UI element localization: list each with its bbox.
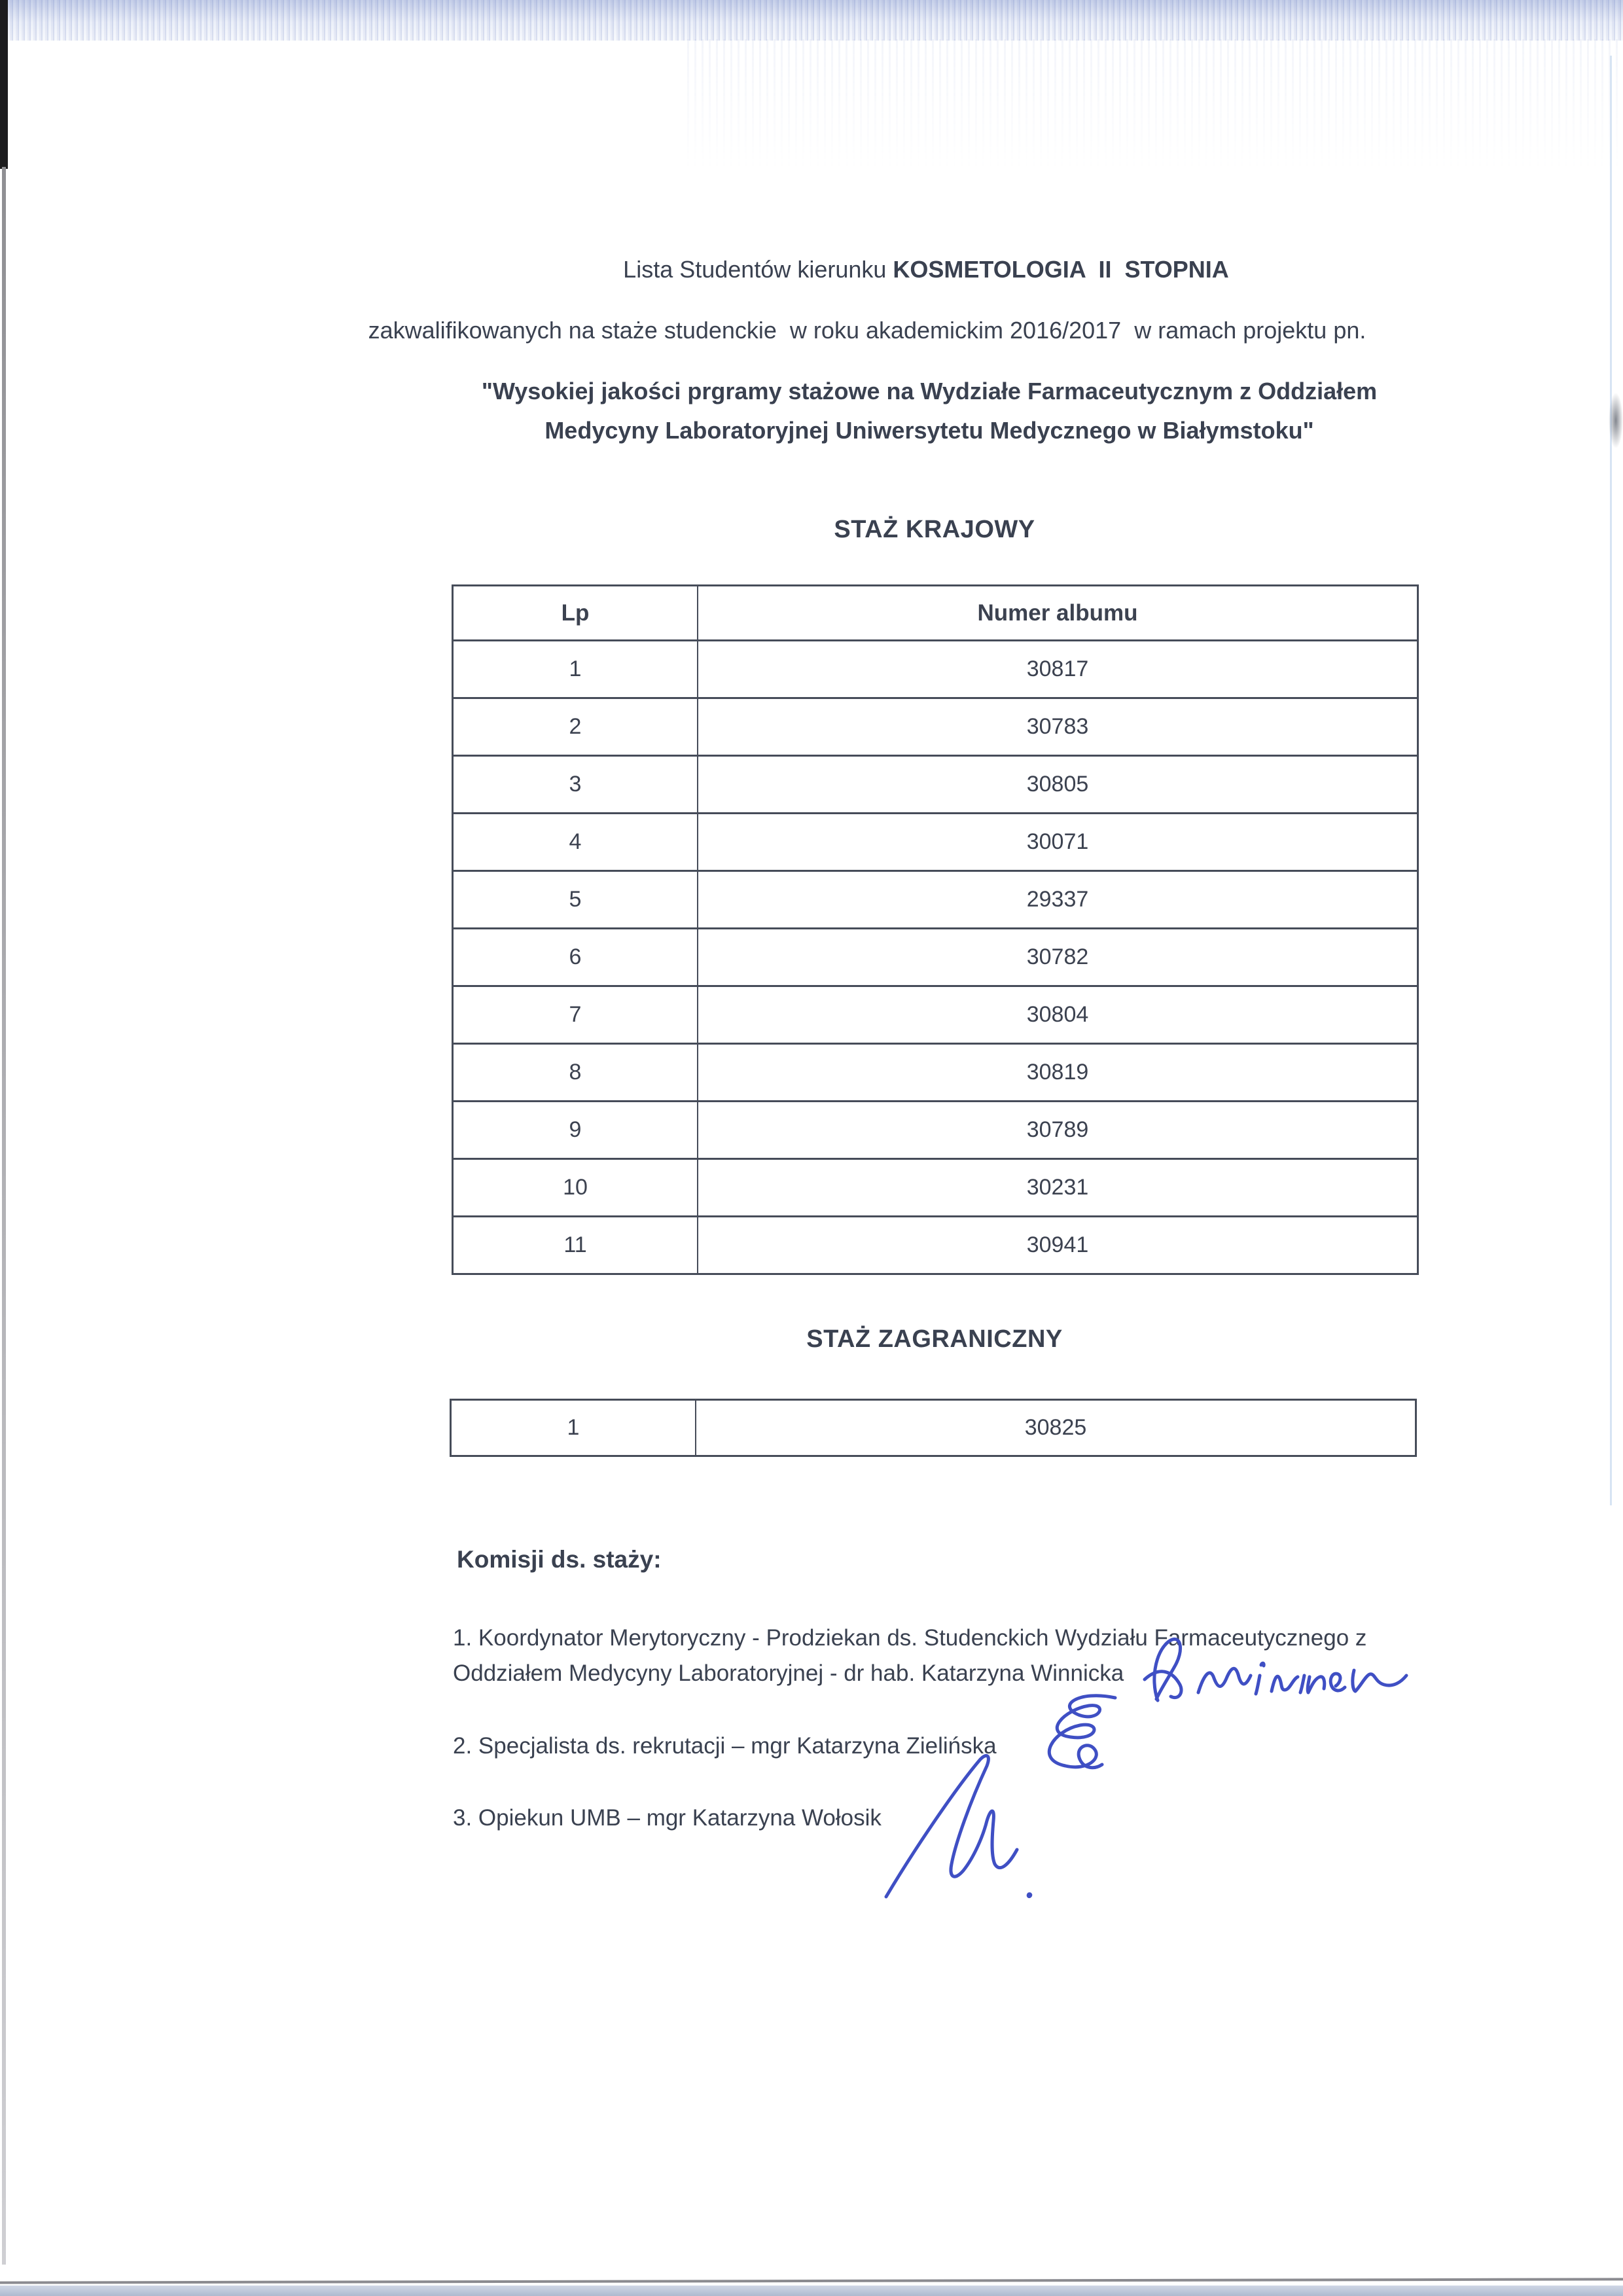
committee-heading: Komisji ds. staży: xyxy=(457,1546,662,1573)
committee-member-3: 3. Opiekun UMB – mgr Katarzyna Wołosik xyxy=(453,1805,882,1831)
table-row xyxy=(453,1102,1418,1159)
album-cell: 30782 xyxy=(698,929,1418,986)
table-row xyxy=(453,871,1418,929)
page-subtitle: zakwalifikowanych na staże studenckie w roku akademickim 2016/2017 w ramach projektu pn. xyxy=(368,317,1366,344)
winnicka-signature xyxy=(1135,1628,1410,1713)
project-title-line2: Medycyny Laboratoryjnej Uniwersytetu Medycznego w Białymstoku" xyxy=(544,417,1314,444)
table-row xyxy=(453,1044,1418,1102)
scan-artifact-bottom-strip xyxy=(0,2286,1623,2296)
table-row xyxy=(453,698,1418,756)
lp-cell: 7 xyxy=(453,986,698,1044)
project-title xyxy=(236,372,1623,450)
project-title-line1: "Wysokiej jakości prgramy stażowe na Wydziałe Farmaceutycznym z Oddziałem xyxy=(481,378,1378,404)
header-cell-lp: Lp xyxy=(453,586,698,641)
section-heading-domestic: STAŻ KRAJOWY xyxy=(834,516,1035,543)
album-cell: 29337 xyxy=(698,871,1418,929)
lp-cell: 4 xyxy=(453,814,698,871)
album-cell: 30804 xyxy=(698,986,1418,1044)
lp-cell: 11 xyxy=(453,1217,698,1274)
committee-member-1-line2: Oddziałem Medycyny Laboratoryjnej - dr hab. Katarzyna Winnicka xyxy=(453,1660,1124,1686)
page-title-program: KOSMETOLOGIA II STOPNIA xyxy=(893,256,1229,283)
album-cell: 30789 xyxy=(698,1102,1418,1159)
committee-member-2: 2. Specjalista ds. rekrutacji – mgr Katarzyna Zielińska xyxy=(453,1733,997,1759)
album-cell: 30231 xyxy=(698,1159,1418,1217)
scan-artifact-bottom-page-edge xyxy=(0,2278,1623,2284)
album-cell: 30819 xyxy=(698,1044,1418,1102)
table-row xyxy=(453,641,1418,698)
table-row xyxy=(453,1159,1418,1217)
scan-artifact-top-streaks xyxy=(687,39,1623,170)
album-cell: 30783 xyxy=(698,698,1418,756)
album-cell: 30941 xyxy=(698,1217,1418,1274)
section-heading-foreign: STAŻ ZAGRANICZNY xyxy=(806,1325,1063,1353)
lp-cell: 2 xyxy=(453,698,698,756)
table-row xyxy=(453,929,1418,986)
lp-cell: 3 xyxy=(453,756,698,814)
album-cell: 30071 xyxy=(698,814,1418,871)
lp-cell: 1 xyxy=(453,641,698,698)
page-title-prefix: Lista Studentów kierunku xyxy=(623,256,893,283)
scan-artifact-top-band xyxy=(0,0,1623,41)
lp-cell: 5 xyxy=(453,871,698,929)
table-row xyxy=(453,986,1418,1044)
lp-cell: 9 xyxy=(453,1102,698,1159)
album-cell: 30825 xyxy=(696,1400,1416,1456)
table-row xyxy=(451,1400,1416,1456)
table-row xyxy=(453,1217,1418,1274)
committee-member-1-line1: 1. Koordynator Merytoryczny - Prodziekan ds. Studenckich Wydziału Farmaceutycznego z xyxy=(453,1625,1367,1651)
lp-cell: 10 xyxy=(453,1159,698,1217)
lp-cell: 1 xyxy=(451,1400,696,1456)
table-header-row xyxy=(453,586,1418,641)
album-cell: 30805 xyxy=(698,756,1418,814)
page-title xyxy=(229,252,1623,287)
scan-artifact-left-gray-edge xyxy=(2,167,6,2265)
table-row xyxy=(453,814,1418,871)
foreign-roster-table xyxy=(450,1399,1417,1457)
album-cell: 30817 xyxy=(698,641,1418,698)
scan-artifact-left-black-edge xyxy=(0,0,8,169)
header-cell-album: Numer albumu xyxy=(698,586,1418,641)
lp-cell: 6 xyxy=(453,929,698,986)
table-row xyxy=(453,756,1418,814)
wolosik-signature xyxy=(877,1749,1041,1906)
lp-cell: 8 xyxy=(453,1044,698,1102)
domestic-roster-table xyxy=(452,584,1419,1275)
